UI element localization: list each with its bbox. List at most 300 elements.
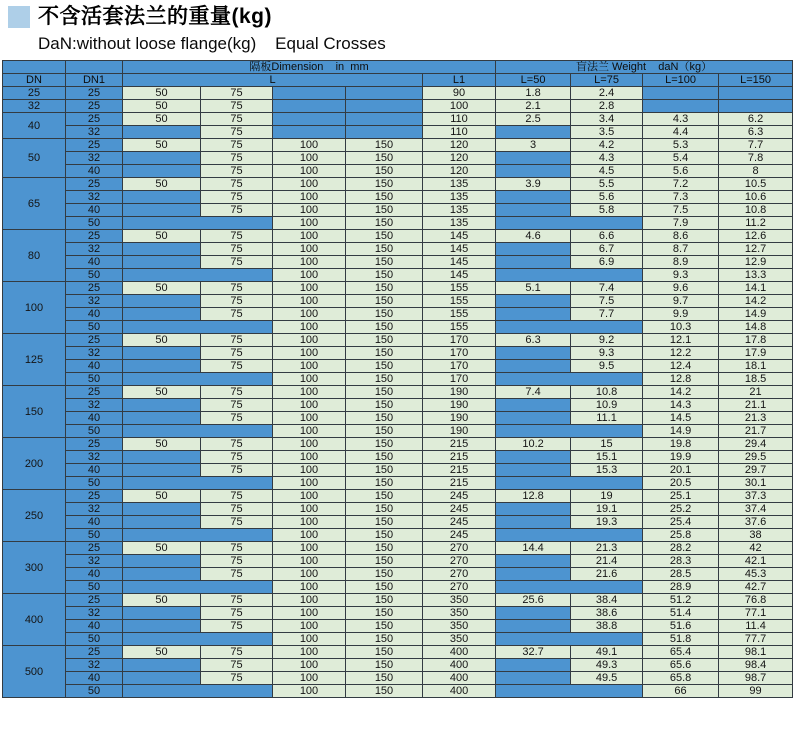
cell-l1: 215: [423, 477, 496, 490]
cell-dim: 50: [123, 646, 201, 659]
cell-dim: 100: [273, 464, 346, 477]
cell-dim: 75: [201, 503, 273, 516]
cell-l1: 155: [423, 295, 496, 308]
cell-dim: 75: [201, 594, 273, 607]
cell-dn1: 25: [66, 100, 123, 113]
cell-dim: 100: [273, 399, 346, 412]
cell-weight: 25.4: [643, 516, 719, 529]
cell-dn1: 40: [66, 464, 123, 477]
cell-dim-blank: [123, 477, 273, 490]
table-row: [3, 451, 793, 464]
cell-weight: 12.7: [719, 243, 793, 256]
cell-dn1: 50: [66, 217, 123, 230]
cell-dim: 75: [201, 607, 273, 620]
table-row: [3, 594, 793, 607]
table-row: [3, 503, 793, 516]
cell-weight: 14.9: [719, 308, 793, 321]
table-row: [3, 269, 793, 282]
cell-dim: 150: [346, 646, 423, 659]
cell-weight: 8.6: [643, 230, 719, 243]
cell-weight: 19.3: [571, 516, 643, 529]
cell-dn: 32: [3, 100, 66, 113]
cell-weight: [496, 360, 571, 373]
table-row: [3, 620, 793, 633]
cell-weight-blank: [496, 477, 643, 490]
cell-l1: 170: [423, 347, 496, 360]
cell-dim: 75: [201, 308, 273, 321]
cell-dim: 75: [201, 555, 273, 568]
table-row: [3, 126, 793, 139]
cell-l1: 400: [423, 672, 496, 685]
cell-weight: [496, 672, 571, 685]
cell-dim: 100: [273, 178, 346, 191]
table-row: [3, 282, 793, 295]
cell-weight: 6.9: [571, 256, 643, 269]
table-row: [3, 152, 793, 165]
table-row: [3, 139, 793, 152]
cell-dim: 150: [346, 477, 423, 490]
cell-dim: [273, 113, 346, 126]
cell-weight: [496, 555, 571, 568]
cell-dim: 100: [273, 321, 346, 334]
cell-weight: 4.4: [643, 126, 719, 139]
cell-weight: 3: [496, 139, 571, 152]
cell-weight: [643, 87, 719, 100]
cell-dim: 75: [201, 204, 273, 217]
cell-dim: 50: [123, 542, 201, 555]
cell-dn1: 32: [66, 659, 123, 672]
cell-weight: 21.7: [719, 425, 793, 438]
cell-dim: 150: [346, 555, 423, 568]
cell-dn1: 40: [66, 620, 123, 633]
cell-weight: 65.6: [643, 659, 719, 672]
cell-dim: 50: [123, 230, 201, 243]
cell-dim: 150: [346, 425, 423, 438]
cell-dim: 150: [346, 503, 423, 516]
cell-weight: 98.4: [719, 659, 793, 672]
cell-weight: 37.6: [719, 516, 793, 529]
table-row: [3, 685, 793, 698]
cell-dim: 100: [273, 269, 346, 282]
cell-dn1: 50: [66, 373, 123, 386]
table-body: [3, 87, 793, 698]
cell-weight: 42.7: [719, 581, 793, 594]
cell-dim: 150: [346, 529, 423, 542]
cell-l1: 350: [423, 607, 496, 620]
cell-l1: 90: [423, 87, 496, 100]
cell-dim: [123, 295, 201, 308]
cell-dim-blank: [123, 425, 273, 438]
cell-dim: 100: [273, 347, 346, 360]
cell-weight: 11.4: [719, 620, 793, 633]
table-row: [3, 672, 793, 685]
cell-dim: 150: [346, 464, 423, 477]
cell-dim: 150: [346, 347, 423, 360]
cell-dim: 150: [346, 542, 423, 555]
table-row: [3, 633, 793, 646]
cell-weight: 12.6: [719, 230, 793, 243]
header-l1: L1: [423, 74, 496, 87]
cell-dim: [123, 204, 201, 217]
cell-dn1: 40: [66, 516, 123, 529]
cell-weight: [496, 152, 571, 165]
page-title: 不含活套法兰的重量(kg): [38, 5, 272, 28]
cell-dn1: 32: [66, 295, 123, 308]
cell-dn: 65: [3, 178, 66, 230]
cell-dim: 100: [273, 295, 346, 308]
cell-l1: 270: [423, 555, 496, 568]
cell-weight: 17.8: [719, 334, 793, 347]
cell-dn1: 50: [66, 269, 123, 282]
cell-weight: 9.6: [643, 282, 719, 295]
cell-dim: 75: [201, 191, 273, 204]
cell-dim: 75: [201, 152, 273, 165]
cell-dim-blank: [123, 529, 273, 542]
cell-dim: 75: [201, 282, 273, 295]
cell-weight: 10.6: [719, 191, 793, 204]
cell-weight: [496, 516, 571, 529]
cell-dim: [123, 126, 201, 139]
cell-dim: 75: [201, 178, 273, 191]
cell-weight: [643, 100, 719, 113]
cell-weight: 9.3: [571, 347, 643, 360]
cell-weight: 19.9: [643, 451, 719, 464]
cell-dim: [123, 308, 201, 321]
cell-dim: 50: [123, 438, 201, 451]
cell-weight: 5.4: [643, 152, 719, 165]
table-row: [3, 412, 793, 425]
cell-dim: 100: [273, 490, 346, 503]
cell-weight: 8.7: [643, 243, 719, 256]
cell-weight: 6.2: [719, 113, 793, 126]
cell-dim: [123, 191, 201, 204]
cell-dim: 75: [201, 659, 273, 672]
cell-l1: 100: [423, 100, 496, 113]
table-row: [3, 516, 793, 529]
cell-dn1: 40: [66, 308, 123, 321]
cell-dim: [123, 620, 201, 633]
table-row: [3, 204, 793, 217]
cell-weight: 5.5: [571, 178, 643, 191]
cell-weight: 9.5: [571, 360, 643, 373]
table-row: [3, 529, 793, 542]
cell-dn1: 32: [66, 607, 123, 620]
cell-dim: 75: [201, 620, 273, 633]
cell-l1: 120: [423, 139, 496, 152]
header-row-2: [3, 74, 793, 87]
table-row: [3, 321, 793, 334]
table-row: [3, 347, 793, 360]
table-row: [3, 464, 793, 477]
header-l150: L=150: [719, 74, 793, 87]
cell-weight: 21.4: [571, 555, 643, 568]
cell-weight: 15.3: [571, 464, 643, 477]
cell-weight: 10.5: [719, 178, 793, 191]
table-row: [3, 243, 793, 256]
table-row: [3, 113, 793, 126]
cell-dim: 150: [346, 451, 423, 464]
cell-dn1: 25: [66, 542, 123, 555]
cell-weight-blank: [496, 321, 643, 334]
cell-dn1: 40: [66, 360, 123, 373]
table-row: [3, 490, 793, 503]
cell-dim: 75: [201, 87, 273, 100]
cell-dim: 50: [123, 139, 201, 152]
header-weight-span: 盲法兰 Weight daN（kg）: [496, 61, 793, 74]
cell-dn1: 32: [66, 347, 123, 360]
cell-weight-blank: [496, 633, 643, 646]
cell-dim: [346, 100, 423, 113]
cell-weight: 6.7: [571, 243, 643, 256]
cell-weight: 18.1: [719, 360, 793, 373]
table-row: [3, 399, 793, 412]
header-l100: L=100: [643, 74, 719, 87]
table-row: [3, 386, 793, 399]
cell-dim: 75: [201, 646, 273, 659]
cell-weight: 9.7: [643, 295, 719, 308]
cell-dim: 75: [201, 243, 273, 256]
cell-dim: 75: [201, 360, 273, 373]
cell-dim: 100: [273, 230, 346, 243]
cell-dim: [123, 165, 201, 178]
cell-dim: [346, 126, 423, 139]
cell-dim: 100: [273, 503, 346, 516]
cell-l1: 190: [423, 386, 496, 399]
cell-weight: 51.8: [643, 633, 719, 646]
cell-weight: 14.3: [643, 399, 719, 412]
cell-weight: 7.7: [719, 139, 793, 152]
cell-weight: 14.2: [719, 295, 793, 308]
cell-dn1: 25: [66, 334, 123, 347]
table-row: [3, 477, 793, 490]
header-l75: L=75: [571, 74, 643, 87]
cell-dim: 100: [273, 542, 346, 555]
cell-weight: 6.3: [719, 126, 793, 139]
cell-dim: 100: [273, 646, 346, 659]
cell-dim: 150: [346, 256, 423, 269]
cell-dim: 100: [273, 516, 346, 529]
cell-weight: 12.1: [643, 334, 719, 347]
cell-l1: 135: [423, 178, 496, 191]
cell-dim: 100: [273, 581, 346, 594]
cell-weight: 77.1: [719, 607, 793, 620]
cell-dim: 100: [273, 204, 346, 217]
header-l50: L=50: [496, 74, 571, 87]
cell-l1: 135: [423, 191, 496, 204]
cell-dn1: 40: [66, 672, 123, 685]
cell-dn1: 32: [66, 243, 123, 256]
cell-weight: 30.1: [719, 477, 793, 490]
cell-dim: 100: [273, 568, 346, 581]
cell-dim-blank: [123, 269, 273, 282]
cell-dn1: 50: [66, 321, 123, 334]
cell-l1: 215: [423, 438, 496, 451]
cell-dim: 100: [273, 243, 346, 256]
cell-dim: 50: [123, 100, 201, 113]
cell-l1: 350: [423, 633, 496, 646]
cell-weight: 66: [643, 685, 719, 698]
cell-weight: 9.2: [571, 334, 643, 347]
cell-l1: 190: [423, 412, 496, 425]
table-row: [3, 256, 793, 269]
cell-dn1: 32: [66, 191, 123, 204]
cell-weight: 12.8: [496, 490, 571, 503]
cell-weight: [719, 100, 793, 113]
cell-dn1: 25: [66, 438, 123, 451]
cell-l1: 245: [423, 516, 496, 529]
cell-l1: 155: [423, 321, 496, 334]
cell-l1: 400: [423, 646, 496, 659]
cell-dn1: 50: [66, 685, 123, 698]
cell-weight: 12.2: [643, 347, 719, 360]
cell-weight: 29.4: [719, 438, 793, 451]
cell-dim: 75: [201, 295, 273, 308]
cell-weight: 4.2: [571, 139, 643, 152]
cell-dn1: 50: [66, 529, 123, 542]
cell-dim: 75: [201, 230, 273, 243]
cell-dim: 50: [123, 594, 201, 607]
cell-l1: 190: [423, 399, 496, 412]
cell-dn1: 40: [66, 165, 123, 178]
cell-l1: 215: [423, 464, 496, 477]
cell-weight: 38.8: [571, 620, 643, 633]
cell-l1: 170: [423, 334, 496, 347]
cell-weight: 1.8: [496, 87, 571, 100]
cell-weight: 8.9: [643, 256, 719, 269]
cell-dim: [123, 360, 201, 373]
table-row: [3, 87, 793, 100]
cell-weight: 25.2: [643, 503, 719, 516]
cell-dn: 80: [3, 230, 66, 282]
cell-dim: 50: [123, 178, 201, 191]
cell-weight: 14.2: [643, 386, 719, 399]
cell-dim: 150: [346, 217, 423, 230]
table-row: [3, 308, 793, 321]
table-row: [3, 568, 793, 581]
cell-l1: 270: [423, 581, 496, 594]
cell-weight: 5.1: [496, 282, 571, 295]
cell-dim: [273, 126, 346, 139]
spec-table: [2, 60, 793, 698]
cell-weight: [496, 399, 571, 412]
cell-dn1: 40: [66, 568, 123, 581]
cell-dim: 100: [273, 607, 346, 620]
cell-dim: 150: [346, 243, 423, 256]
cell-weight: 51.4: [643, 607, 719, 620]
cell-weight: [496, 568, 571, 581]
cell-weight: 28.9: [643, 581, 719, 594]
table-row: [3, 191, 793, 204]
cell-dn: 200: [3, 438, 66, 490]
cell-weight: 13.3: [719, 269, 793, 282]
cell-weight: 7.4: [571, 282, 643, 295]
table-row: [3, 555, 793, 568]
cell-dim: 150: [346, 386, 423, 399]
cell-weight: 49.5: [571, 672, 643, 685]
cell-weight: 21: [719, 386, 793, 399]
cell-dim: 150: [346, 672, 423, 685]
cell-weight-blank: [496, 373, 643, 386]
cell-dim: 75: [201, 542, 273, 555]
cell-dim: [123, 568, 201, 581]
cell-dim: 100: [273, 152, 346, 165]
cell-l1: 120: [423, 165, 496, 178]
cell-weight-blank: [496, 529, 643, 542]
cell-dn1: 25: [66, 594, 123, 607]
cell-l1: 145: [423, 230, 496, 243]
cell-weight: 76.8: [719, 594, 793, 607]
cell-weight: [496, 308, 571, 321]
cell-dn1: 50: [66, 633, 123, 646]
cell-l1: 135: [423, 217, 496, 230]
cell-dim: 150: [346, 399, 423, 412]
table-row: [3, 607, 793, 620]
cell-weight: 10.8: [719, 204, 793, 217]
cell-weight: 3.5: [571, 126, 643, 139]
cell-dim: 100: [273, 425, 346, 438]
cell-dim: 75: [201, 451, 273, 464]
cell-dim: [273, 87, 346, 100]
cell-weight: 5.6: [643, 165, 719, 178]
cell-weight: 7.7: [571, 308, 643, 321]
cell-weight: 21.3: [571, 542, 643, 555]
cell-dim: 150: [346, 594, 423, 607]
cell-weight: [496, 191, 571, 204]
cell-dn1: 25: [66, 87, 123, 100]
cell-weight: 10.8: [571, 386, 643, 399]
table-row: [3, 230, 793, 243]
cell-dim: 75: [201, 516, 273, 529]
cell-dim: 150: [346, 308, 423, 321]
cell-weight: 2.5: [496, 113, 571, 126]
cell-l1: 190: [423, 425, 496, 438]
cell-dim: 100: [273, 659, 346, 672]
table-row: [3, 334, 793, 347]
cell-dim: 100: [273, 685, 346, 698]
cell-weight: 51.6: [643, 620, 719, 633]
cell-weight: 11.1: [571, 412, 643, 425]
cell-weight: 5.3: [643, 139, 719, 152]
cell-weight: 28.5: [643, 568, 719, 581]
cell-weight: 65.8: [643, 672, 719, 685]
cell-dn: 100: [3, 282, 66, 334]
cell-weight: 19.1: [571, 503, 643, 516]
cell-dn: 25: [3, 87, 66, 100]
cell-dim: 75: [201, 399, 273, 412]
cell-dim: 100: [273, 217, 346, 230]
table-row: [3, 542, 793, 555]
cell-dim: 100: [273, 451, 346, 464]
cell-weight: 98.1: [719, 646, 793, 659]
cell-weight: 9.9: [643, 308, 719, 321]
cell-weight: 25.1: [643, 490, 719, 503]
cell-weight: 49.1: [571, 646, 643, 659]
cell-dn: 150: [3, 386, 66, 438]
cell-weight: 7.2: [643, 178, 719, 191]
cell-weight: 19.8: [643, 438, 719, 451]
table-row: [3, 425, 793, 438]
cell-dn: 500: [3, 646, 66, 698]
cell-weight: 38.4: [571, 594, 643, 607]
cell-weight: 99: [719, 685, 793, 698]
table-row: [3, 438, 793, 451]
cell-dim: 100: [273, 555, 346, 568]
cell-dn1: 50: [66, 477, 123, 490]
cell-dn1: 40: [66, 256, 123, 269]
cell-weight: 65.4: [643, 646, 719, 659]
cell-dn1: 40: [66, 412, 123, 425]
cell-dim: 150: [346, 607, 423, 620]
